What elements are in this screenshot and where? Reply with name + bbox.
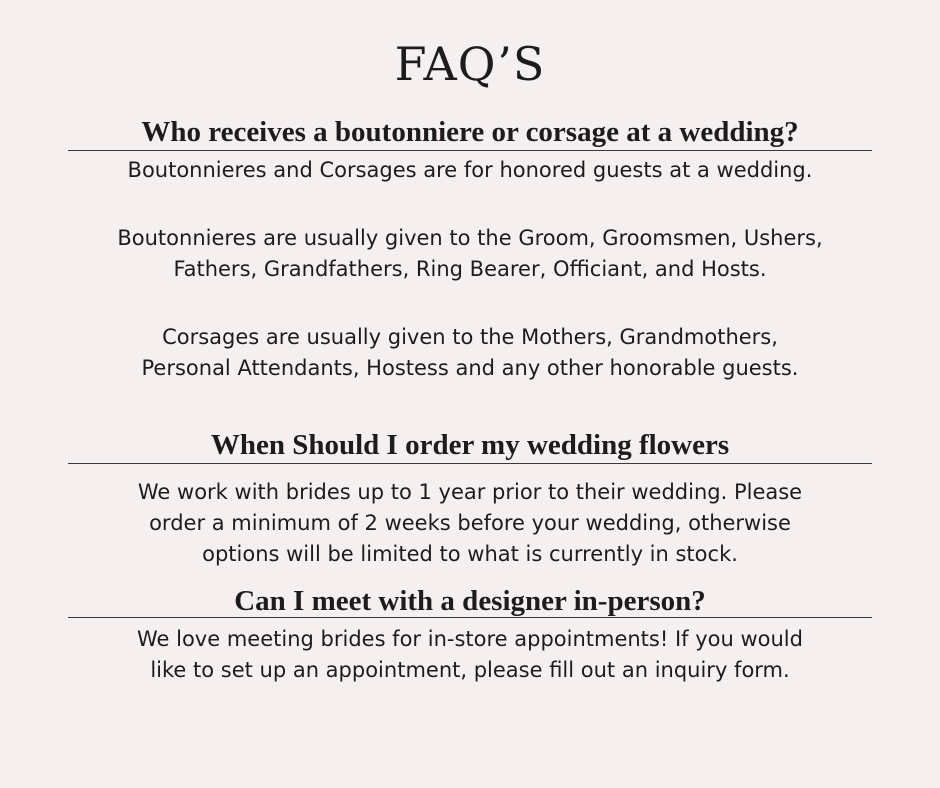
answer-line: order a minimum of 2 weeks before your wedding, otherwise (149, 511, 791, 535)
divider (68, 463, 872, 464)
answer-line: We work with brides up to 1 year prior to their wedding. Please (137, 480, 803, 504)
faq-question-boutonniere: Who receives a boutonniere or corsage at a wedding? (141, 116, 799, 148)
divider (68, 150, 872, 151)
page-title: FAQ’S (394, 37, 546, 91)
answer-line: Boutonnieres are usually given to the Groom, Groomsmen, Ushers, (117, 226, 823, 250)
answer-line: We love meeting brides for in-store appointments! If you would (137, 627, 803, 651)
answer-line: Boutonnieres and Corsages are for honored guests at a wedding. (127, 158, 813, 182)
answer-line: Fathers, Grandfathers, Ring Bearer, Officiant, and Hosts. (173, 257, 767, 281)
faq-answer-boutonniere (40, 155, 900, 384)
faq-answer-designer-meeting (40, 624, 900, 686)
divider (68, 617, 872, 618)
answer-line: options will be limited to what is currently in stock. (202, 542, 738, 566)
answer-line: Personal Attendants, Hostess and any other honorable guests. (141, 356, 799, 380)
faq-question-order-timing: When Should I order my wedding flowers (210, 429, 730, 461)
answer-line: like to set up an appointment, please fill out an inquiry form. (150, 658, 790, 682)
answer-line: Corsages are usually given to the Mothers, Grandmothers, (162, 325, 778, 349)
faq-answer-order-timing (40, 477, 900, 570)
faq-question-designer-meeting: Can I meet with a designer in-person? (234, 585, 706, 617)
